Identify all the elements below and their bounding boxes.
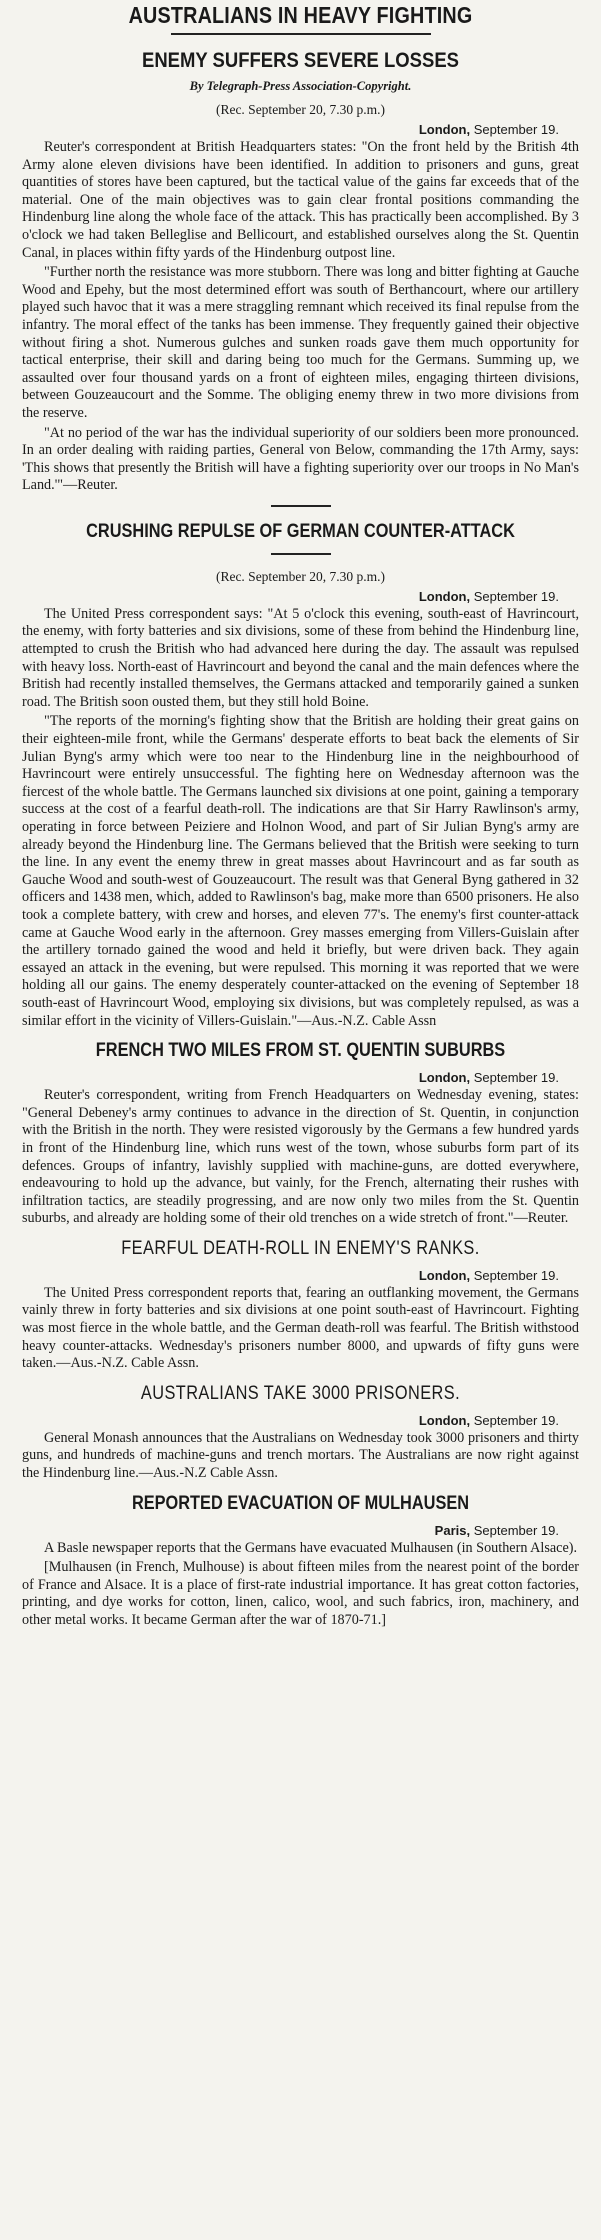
dateline-date: September 19. (473, 1070, 559, 1086)
received-note: (Rec. September 20, 7.30 p.m.) (215, 568, 386, 584)
dateline-place: Paris, (434, 1522, 471, 1538)
section-divider (271, 505, 331, 507)
dateline-date: September 19. (473, 1522, 559, 1538)
dateline (22, 1523, 559, 1538)
sub-headline: ENEMY SUFFERS SEVERE LOSSES (142, 49, 459, 72)
section-australians-prisoners (22, 1383, 579, 1483)
headline-rule (271, 553, 331, 555)
section-st-quentin (22, 1040, 579, 1228)
received-note: (Rec. September 20, 7.30 p.m.) (215, 102, 386, 117)
section-headline: AUSTRALIANS TAKE 3000 PRISONERS. (140, 1382, 461, 1404)
article-paragraph: The United Press correspondent reports that, fearing an outflanking movement, the Germans vainly threw in forty batteries and six divisions at one point south-east of Havrincourt. Fighting was most fierce in the whole battle, and the German death-roll was fearful. The British withstood heavy counter-attacks. Wednesday's prisoners number 8000, and upwards of fifty guns were taken.—Aus.-N.Z. Cable Assn. (22, 1284, 579, 1372)
section-headline: REPORTED EVACUATION OF MULHAUSEN (131, 1492, 470, 1514)
headline-rule (171, 33, 431, 35)
section-counter-attack (22, 521, 579, 1030)
dateline-place: London, (418, 1267, 471, 1283)
dateline (22, 122, 559, 137)
article-paragraph: Reuter's correspondent at British Headquarters states: "On the front held by the British 4th Army alone eleven divisions have been identified. In addition to prisoners and guns, great quantities of stores have been captured, but the tactical value of the gains far exceeds that of the material. One of the main objectives was to gain clear frontal positions commanding the Hindenburg line along the whole face of the attack. This has practically been accomplished. By 3 o'clock we had taken Belleglise and Bellicourt, and established ourselves along the St. Quentin Canal, in places within fifty yards of the Hindenburg outpost line. (22, 139, 579, 261)
main-headline: AUSTRALIANS IN HEAVY FIGHTING (128, 2, 473, 28)
press-credit: By Telegraph-Press Association-Copyright. (189, 79, 412, 93)
dateline (22, 589, 559, 604)
dateline-place: London, (418, 588, 471, 604)
dateline-date: September 19. (473, 1267, 559, 1283)
article-paragraph: A Basle newspaper reports that the Germans have evacuated Mulhausen (in Southern Alsace). (44, 1539, 578, 1556)
article-paragraph: The United Press correspondent says: "At 5 o'clock this evening, south-east of Havrincourt, the enemy, with forty batteries and six divisions, some of these from behind the Hindenburg line, attempted to crush the British who had advanced here during the day. The assault was repulsed with heavy loss. North-east of Havrincourt and beyond the canal and the main defences where the British had recently installed themselves, the Germans attacked and temporarily gained a sunken road. The British soon ousted them, but they still hold Boine. (22, 605, 579, 710)
dateline (22, 1070, 559, 1085)
dateline-date: September 19. (473, 122, 559, 137)
dateline (22, 1268, 559, 1283)
dateline-place: London, (418, 1412, 471, 1428)
dateline-date: September 19. (473, 588, 559, 604)
section-headline: CRUSHING REPULSE OF GERMAN COUNTER-ATTACK (86, 520, 515, 542)
section-death-roll (22, 1238, 579, 1373)
section-headline: FEARFUL DEATH-ROLL IN ENEMY'S RANKS. (121, 1237, 480, 1259)
dateline (22, 1413, 559, 1428)
article-paragraph: General Monash announces that the Australians on Wednesday took 3000 prisoners and thirty guns, and hundreds of machine-guns and trench mortars. The Australians are now right against the Hindenburg line.—Aus.-N.Z Cable Assn. (22, 1429, 579, 1482)
article-paragraph: Reuter's correspondent, writing from French Headquarters on Wednesday evening, states: "General Debeney's army continues to advance in the direction of St. Quentin, in conjunction with the British in the north. They were resisted vigorously by the Germans a few hundred yards in front of the Hindenburg line, which runs west of the town, whose suburbs form part of its defences. Groups of infantry, lavishly supplied with machine-guns, are dotted everywhere, endeavouring to hold up the advance, but vainly, for the French, alternating their rushes with infiltration tactics, are steadily progressing, and are now only two miles from the St. Quentin suburbs, and already are holding some of their old trenches on a wide stretch of front."—Reuter. (22, 1087, 579, 1227)
article-paragraph: "The reports of the morning's fighting show that the British are holding their great gains on their eighteen-mile front, while the Germans' desperate efforts to beat back the elements of Sir Julian Byng's army which were too near to the Hindenburg line in the neighbourhood of Havrincourt were entirely unsuccessful. The fighting here on Wednesday afternoon was the fiercest of the whole battle. The Germans launched six divisions at one point, gaining a temporary success at the cost of a fearful death-roll. The indications are that Sir Harry Rawlinson's army, operating in force between Peiziere and Holnon Wood, and part of Sir Julian Byng's army are already beyond the Hindenburg line. The Germans believed that the British were seeking to turn the line. In any event the enemy threw in great masses about Havrincourt and as far south as Gauche Wood and south-west of Gouzeaucourt. The result was that General Byng gathered in 32 officers and 1438 men, which, added to Rawlinson's bag, make more than 6500 prisoners. He also took a complete battery, with crew and horses, and eleven 77's. The enemy's first counter-attack came at Gauche Wood early in the afternoon. Grey masses emerging from Villers-Guislain after the artillery tornado gained the wood and held it briefly, but were driven back. They again essayed an attack in the evening, but were repulsed. This morning it was reported that we were holding all our gains. The enemy desperately counter-attacked on the evening of September 18 south-east of Havrincourt Wood, employing six divisions, but was completely repulsed, as was a similar effort in the vicinity of Villers-Guislain."—Aus.-N.Z. Cable Assn (22, 713, 579, 1029)
dateline-place: London, (418, 122, 471, 137)
main-article (22, 2, 579, 507)
article-paragraph: "At no period of the war has the individual superiority of our soldiers been more pronounced. In an order dealing with raiding parties, General von Below, commanding the 17th Army, says: 'This shows that presently the British will have a fighting superiority over our troops in No Man's Land.'"—Reuter. (22, 424, 579, 494)
dateline-date: September 19. (473, 1412, 559, 1428)
section-headline: FRENCH TWO MILES FROM ST. QUENTIN SUBURBS (95, 1040, 506, 1062)
section-mulhausen (22, 1493, 579, 1630)
article-paragraph: "Further north the resistance was more stubborn. There was long and bitter fighting at Gauche Wood and Epehy, but the most determined effort was south of Berthancourt, where our artillery played such havoc that it was a mere straggling remnant which received its final repulse from the infantry. The moral effect of the tanks has been immense. They frequently gained their objective without firing a shot. Numerous gulches and sunken roads gave them much opportunity for tactical enterprise, their skill and daring being too much for the Germans. Summing up, we assaulted over four thousand yards on a front of eighteen miles, engaging thirteen divisions, between Gouzeaucourt and the Somme. The obliging enemy threw in two more divisions from the reserve. (22, 264, 579, 421)
dateline-place: London, (418, 1070, 471, 1086)
article-paragraph: [Mulhausen (in French, Mulhouse) is about fifteen miles from the nearest point of the border of France and Alsace. It is a place of first-rate industrial importance. It has great cotton factories, printing, and dye works for cotton, linen, calico, wool, and such fabrics, iron, machinery, and other metal works. It became German after the war of 1870-71.] (22, 1559, 579, 1628)
